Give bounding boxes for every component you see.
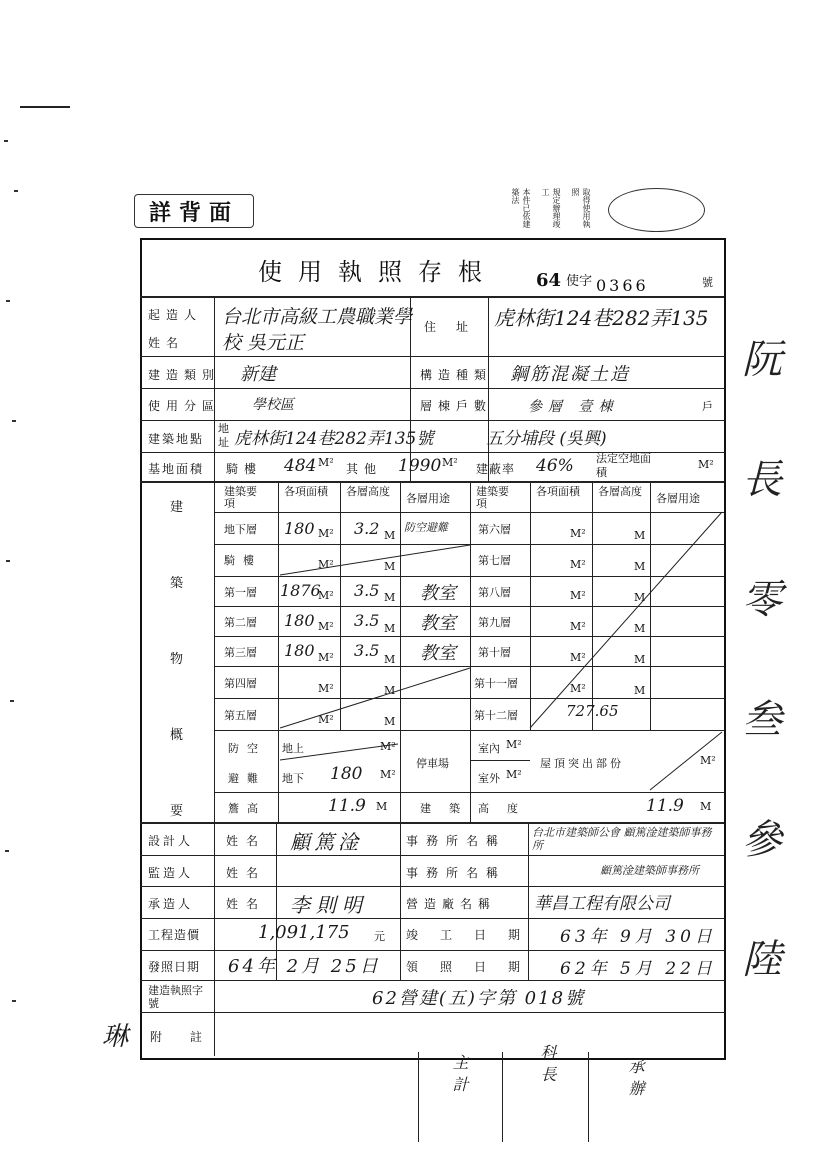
other-value: 1990 bbox=[398, 456, 442, 476]
designer-name-label: 姓名 bbox=[226, 834, 267, 848]
floor-note: 727.65 bbox=[566, 702, 619, 720]
zoning-value: 學校區 bbox=[252, 397, 294, 413]
m-unit: M bbox=[634, 560, 646, 573]
open-space-label: 法定空地面積 bbox=[596, 452, 651, 479]
designer-name: 顧篤淦 bbox=[290, 830, 362, 854]
structure-label: 構造種類 bbox=[420, 368, 493, 382]
permit-number: 0366 bbox=[596, 276, 649, 295]
m2-unit: M² bbox=[698, 458, 714, 471]
m2-unit: M² bbox=[318, 682, 334, 695]
location-value: 虎林街124巷282弄135號 bbox=[234, 429, 434, 449]
side-char: 築 bbox=[170, 576, 184, 591]
m2-unit: M² bbox=[570, 558, 586, 571]
units-value: 參層 壹棟 bbox=[528, 399, 619, 415]
m-unit: M bbox=[384, 684, 396, 697]
section-tag-text: 詳背面 bbox=[148, 199, 239, 226]
m-unit: M bbox=[384, 529, 396, 542]
contractor-name: 李則明 bbox=[290, 893, 368, 917]
floor-area: 180 bbox=[284, 611, 315, 630]
col-height-header: 各層高度 bbox=[346, 485, 390, 498]
structure-value: 鋼筋混凝土造 bbox=[510, 364, 630, 385]
m-unit: M bbox=[384, 715, 396, 728]
side-char: 建 bbox=[170, 500, 184, 515]
lot-value: 五分埔段 (吳興) bbox=[486, 429, 607, 449]
units-label: 層棟戶數 bbox=[420, 399, 493, 413]
m-unit: M bbox=[384, 622, 396, 635]
floor-use: 教室 bbox=[420, 643, 456, 664]
floor-area: 180 bbox=[284, 519, 315, 538]
floor-name: 第一層 bbox=[224, 586, 257, 599]
m2-unit: M² bbox=[570, 620, 586, 633]
floor-name: 第十二層 bbox=[474, 709, 518, 722]
side-stamp-line: 規定辦理竣工 bbox=[541, 188, 561, 228]
floor-name: 第三層 bbox=[224, 646, 257, 659]
floor-height: 3.5 bbox=[354, 641, 380, 660]
margin-handwriting: 阮 長 零 叁 參 陸 bbox=[742, 337, 782, 983]
completion-label: 竣工日期 bbox=[406, 928, 543, 942]
address-value: 虎林街124巷282弄135 bbox=[494, 306, 709, 330]
coverage-label: 建蔽率 bbox=[476, 462, 516, 476]
col-area-header: 各項面積 bbox=[284, 485, 328, 498]
floor-name: 第七層 bbox=[478, 554, 511, 567]
building-height-label: 建築高度 bbox=[420, 802, 536, 815]
floor-name: 第六層 bbox=[478, 523, 511, 536]
floor-use: 教室 bbox=[420, 613, 456, 634]
floor-name: 第十一層 bbox=[474, 677, 518, 690]
floor-height: 3.5 bbox=[354, 611, 380, 630]
floor-name: 騎樓 bbox=[224, 554, 262, 567]
m-unit: M bbox=[384, 560, 396, 573]
m2-unit: M² bbox=[318, 456, 334, 469]
contractor-name-label: 姓名 bbox=[226, 897, 267, 911]
roof-label: 屋頂突出部份 bbox=[540, 757, 624, 770]
col-item-header: 建築要項 bbox=[224, 485, 257, 510]
m2-unit: M² bbox=[380, 768, 396, 781]
receive-date: 62年 5月 22日 bbox=[560, 959, 716, 979]
contractor-role: 承造人 bbox=[148, 897, 194, 911]
m2-unit: M² bbox=[318, 651, 334, 664]
m2-unit: M² bbox=[318, 558, 334, 571]
m2-unit: M² bbox=[570, 651, 586, 664]
owner-value: 台北市高級工農職業學校 吳元正 bbox=[222, 306, 413, 354]
approval-stamps bbox=[418, 1044, 668, 1154]
other-label: 其他 bbox=[346, 462, 383, 476]
m-unit: M bbox=[384, 653, 396, 666]
side-stamp-line: 取得使用執照 bbox=[571, 188, 591, 228]
floor-name: 地下層 bbox=[224, 523, 257, 536]
receive-date-label: 領照日期 bbox=[406, 960, 543, 974]
shelter-label-b: 避難 bbox=[228, 772, 266, 785]
stamp-accounting: 主計 bbox=[450, 1054, 469, 1098]
m-unit: M bbox=[634, 684, 646, 697]
parking-label: 停車場 bbox=[416, 757, 449, 770]
arcade-label: 騎樓 bbox=[226, 462, 263, 476]
m2-unit: M² bbox=[380, 740, 396, 753]
eaves-label: 簷高 bbox=[228, 802, 266, 815]
floor-height: 3.5 bbox=[354, 581, 380, 600]
m-unit: M bbox=[634, 591, 646, 604]
floor-name: 第九層 bbox=[478, 616, 511, 629]
side-char: 要 bbox=[170, 804, 184, 819]
contractor-firm: 華昌工程有限公司 bbox=[534, 894, 670, 914]
site-area-label: 基地面積 bbox=[148, 462, 205, 476]
stamp-section-chief: 科長 bbox=[538, 1044, 557, 1088]
m2-unit: M² bbox=[442, 456, 458, 469]
side-char: 概 bbox=[170, 728, 184, 743]
issue-date: 64年 2月 25日 bbox=[228, 956, 381, 977]
col-area-header: 各項面積 bbox=[536, 485, 580, 498]
floor-use: 防空避難 bbox=[404, 521, 448, 534]
floor-name: 第五層 bbox=[224, 709, 257, 722]
location-sub-label: 地址 bbox=[218, 422, 229, 449]
supervisor-role: 監造人 bbox=[148, 866, 194, 880]
m2-unit: M² bbox=[570, 589, 586, 602]
col-use-header: 各層用途 bbox=[656, 492, 700, 505]
eaves-value: 11.9 bbox=[328, 796, 366, 816]
cost-unit: 元 bbox=[374, 930, 385, 943]
m2-unit: M² bbox=[318, 620, 334, 633]
contractor-firm-label: 營造廠名稱 bbox=[406, 897, 497, 911]
m-unit: M bbox=[634, 529, 646, 542]
designer-office: 台北市建築師公會 顧篤淦建築師事務所 bbox=[532, 826, 712, 852]
m2-unit: M² bbox=[506, 768, 522, 781]
stamp-handler: 承辦 bbox=[626, 1058, 645, 1102]
shelter-label-a: 防空 bbox=[228, 742, 266, 755]
m-unit: M bbox=[634, 622, 646, 635]
permit-number-value: 62營建(五)字第 018號 bbox=[372, 988, 586, 1009]
m2-unit: M² bbox=[318, 713, 334, 726]
permit-number-suffix: 號 bbox=[702, 276, 713, 289]
floor-height: 3.2 bbox=[354, 519, 380, 538]
permit-number-label: 建造執照字號 bbox=[148, 984, 203, 1010]
shelter-below-value: 180 bbox=[330, 764, 363, 784]
margin-signature: 琳 bbox=[102, 1022, 129, 1052]
side-stamp-line: 本件已依建築法 bbox=[511, 188, 531, 228]
m2-unit: M² bbox=[570, 682, 586, 695]
form-title: 使用執照存根 bbox=[258, 258, 498, 286]
m-unit: M bbox=[700, 800, 712, 813]
build-type-label: 建造類別 bbox=[148, 368, 221, 382]
cost-label: 工程造價 bbox=[148, 928, 201, 942]
owner-label: 起造人 bbox=[148, 308, 203, 322]
build-type-value: 新建 bbox=[240, 364, 276, 385]
zoning-label: 使用分區 bbox=[148, 399, 221, 413]
parking-indoor: 室內 bbox=[478, 742, 500, 755]
m-unit: M bbox=[634, 653, 646, 666]
col-item-header: 建築要項 bbox=[476, 485, 509, 510]
units-unit: 戶 bbox=[702, 400, 713, 413]
owner-name-label: 姓名 bbox=[148, 336, 185, 350]
issue-date-label: 發照日期 bbox=[148, 960, 201, 974]
m2-unit: M² bbox=[506, 738, 522, 751]
floor-name: 第四層 bbox=[224, 677, 257, 690]
m2-unit: M² bbox=[570, 527, 586, 540]
m2-unit: M² bbox=[318, 589, 334, 602]
m2-unit: M² bbox=[318, 527, 334, 540]
remark-label: 附註 bbox=[150, 1030, 231, 1044]
designer-role: 設計人 bbox=[148, 834, 194, 848]
supervisor-office-label: 事務所名稱 bbox=[406, 866, 507, 880]
m2-unit: M² bbox=[700, 754, 716, 767]
supervisor-name-label: 姓名 bbox=[226, 866, 267, 880]
permit-word: 使字 bbox=[566, 274, 593, 289]
floor-area: 180 bbox=[284, 641, 315, 660]
m-unit: M bbox=[384, 591, 396, 604]
cost-value: 1,091,175 bbox=[258, 922, 350, 943]
coverage-value: 46% bbox=[536, 456, 574, 476]
supervisor-office: 顧篤淦建築師事務所 bbox=[600, 864, 699, 877]
location-label: 建築地點 bbox=[148, 432, 205, 446]
address-label: 住址 bbox=[424, 320, 489, 334]
shelter-above: 地上 bbox=[282, 742, 304, 755]
m-unit: M bbox=[376, 800, 388, 813]
side-char: 物 bbox=[170, 652, 184, 667]
permit-year: 64 bbox=[536, 270, 562, 291]
parking-outdoor: 室外 bbox=[478, 772, 500, 785]
arcade-value: 484 bbox=[284, 456, 317, 476]
col-height-header: 各層高度 bbox=[598, 485, 642, 498]
floor-name: 第十層 bbox=[478, 646, 511, 659]
building-height-value: 11.9 bbox=[646, 796, 684, 816]
floor-name: 第二層 bbox=[224, 616, 257, 629]
floor-use: 教室 bbox=[420, 583, 456, 604]
floor-area: 1876 bbox=[280, 581, 321, 600]
completion-date: 63年 9月 30日 bbox=[560, 927, 716, 947]
shelter-below: 地下 bbox=[282, 772, 304, 785]
designer-office-label: 事務所名稱 bbox=[406, 834, 507, 848]
floor-name: 第八層 bbox=[478, 586, 511, 599]
col-use-header: 各層用途 bbox=[406, 492, 450, 505]
